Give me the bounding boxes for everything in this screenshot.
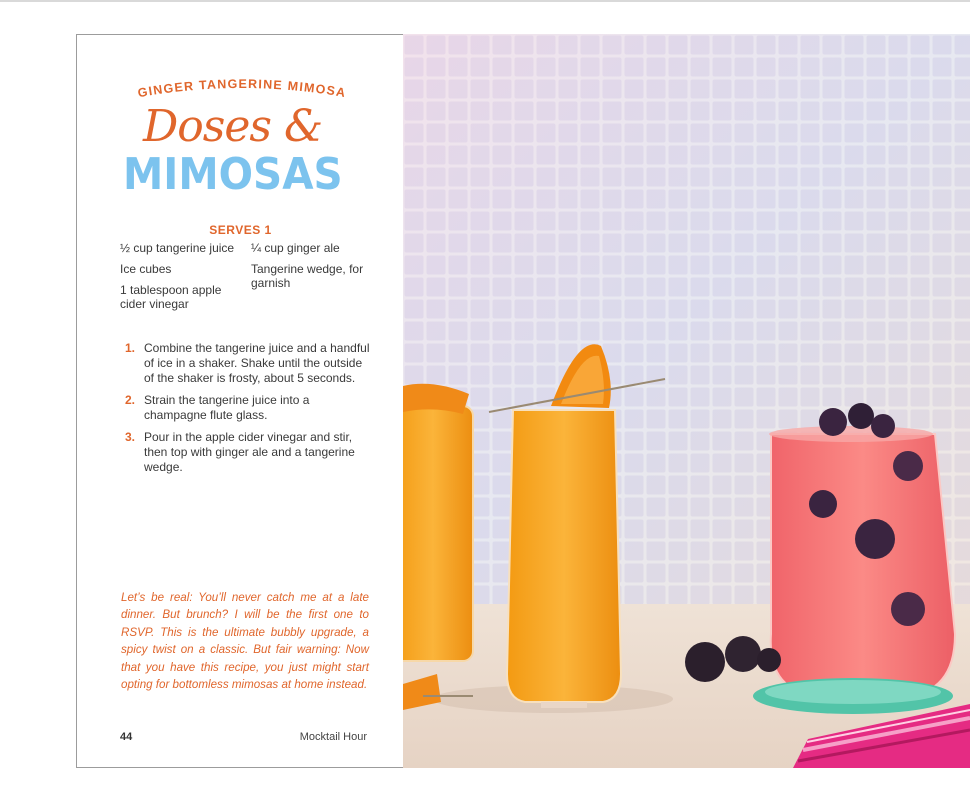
step-text: Strain the tangerine juice into a champagne flute glass. (144, 393, 310, 422)
top-rule (0, 0, 970, 2)
drink-photo (403, 34, 970, 768)
ingredient-item: ½ cup tangerine juice (120, 241, 235, 255)
ingredient-item: ¼ cup ginger ale (251, 241, 340, 255)
instruction-step (125, 393, 375, 423)
svg-text:GINGER TANGERINE MIMOSA: GINGER TANGERINE MIMOSA (136, 76, 348, 101)
step-number: 3. (125, 430, 136, 444)
page-number: 44 (120, 731, 133, 743)
ingredients-left (120, 241, 240, 318)
ingredients-right (251, 241, 381, 297)
instruction-step (125, 341, 375, 386)
recipe-kicker (117, 63, 367, 103)
title-script: Doses & (143, 101, 323, 152)
step-number: 2. (125, 393, 136, 407)
ingredient-item: Tangerine wedge, for garnish (251, 262, 364, 290)
serves-label: SERVES 1 (209, 223, 272, 237)
instruction-step (125, 430, 375, 475)
left-glass (403, 384, 473, 661)
recipe-page (76, 34, 403, 768)
ingredient-item: 1 tablespoon apple cider vinegar (120, 283, 222, 311)
headnote: Let’s be real: You’ll never catch me at a late dinner. But brunch? I will be the first one to RSVP. This is the ultimate bubbly upgrade, a spicy twist on a classic. But fair warning: Now that you have this recipe, you just might start opting for bottomless mimosas at home instead. (121, 591, 369, 692)
flute-glass (507, 410, 621, 708)
ingredient-item: Ice cubes (120, 262, 172, 276)
running-footer: Mocktail Hour (299, 731, 367, 743)
step-text: Combine the tangerine juice and a handful of ice in a shaker. Shake until the outside of the shaker is frosty, about 5 seconds. (144, 341, 370, 385)
instructions (125, 341, 375, 482)
page-title: MIMOSAS (123, 149, 343, 200)
step-number: 1. (125, 341, 136, 355)
step-text: Pour in the apple cider vinegar and stir, then top with ginger ale and a tangerine wedge. (144, 430, 355, 474)
pink-glass (769, 403, 955, 696)
